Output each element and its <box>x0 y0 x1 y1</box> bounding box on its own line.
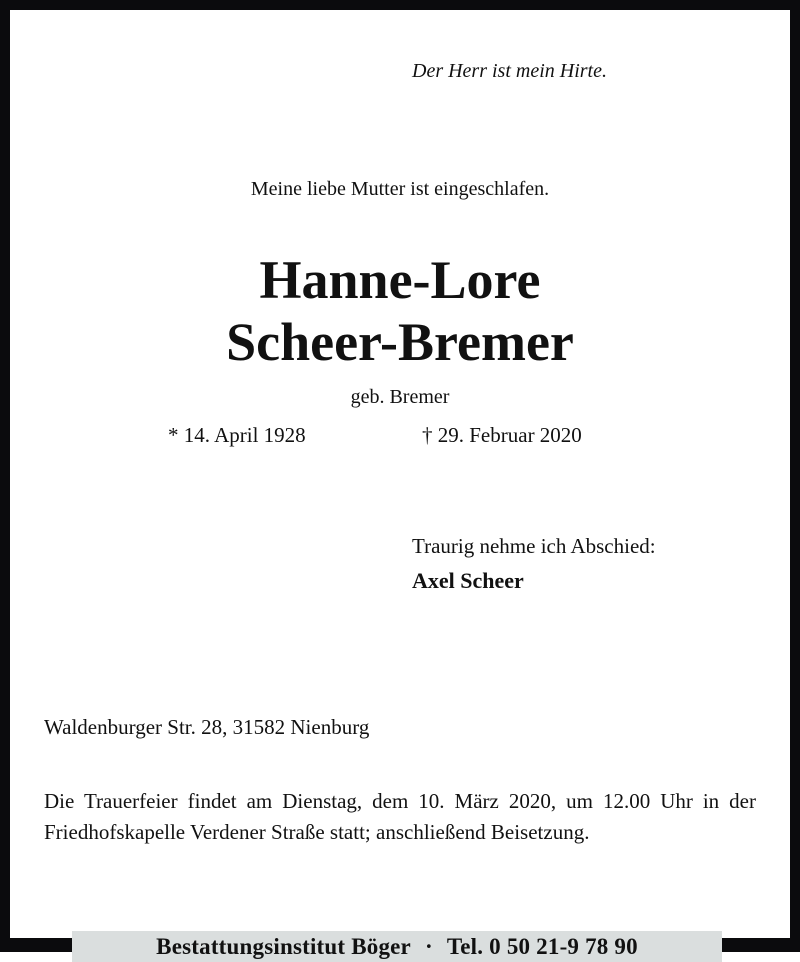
birth-date: * 14. April 1928 <box>168 423 306 447</box>
border-left <box>0 0 10 952</box>
separator: · <box>424 933 433 959</box>
funeral-home-name: Bestattungsinstitut Böger <box>156 933 411 959</box>
service-notice: Die Trauerfeier findet am Dienstag, dem 10. März 2020, um 12.00 Uhr in der Friedhofskapelle Verdener Straße statt; anschließend Beisetzung. <box>44 789 756 844</box>
funeral-home-footer <box>72 931 722 962</box>
mourners-heading: Traurig nehme ich Abschied: <box>412 534 656 558</box>
border-top <box>0 0 800 10</box>
mourner-name: Axel Scheer <box>412 568 524 593</box>
death-date: † 29. Februar 2020 <box>422 423 582 447</box>
address: Waldenburger Str. 28, 31582 Nienburg <box>44 715 370 739</box>
maiden-name: geb. Bremer <box>350 386 450 408</box>
deceased-surname: Scheer-Bremer <box>226 312 574 372</box>
funeral-home-phone: Tel. 0 50 21-9 78 90 <box>446 933 638 959</box>
deceased-first-name: Hanne-Lore <box>259 250 541 310</box>
intro-line: Meine liebe Mutter ist eingeschlafen. <box>250 178 550 200</box>
border-right <box>790 0 800 952</box>
motto: Der Herr ist mein Hirte. <box>412 60 607 82</box>
